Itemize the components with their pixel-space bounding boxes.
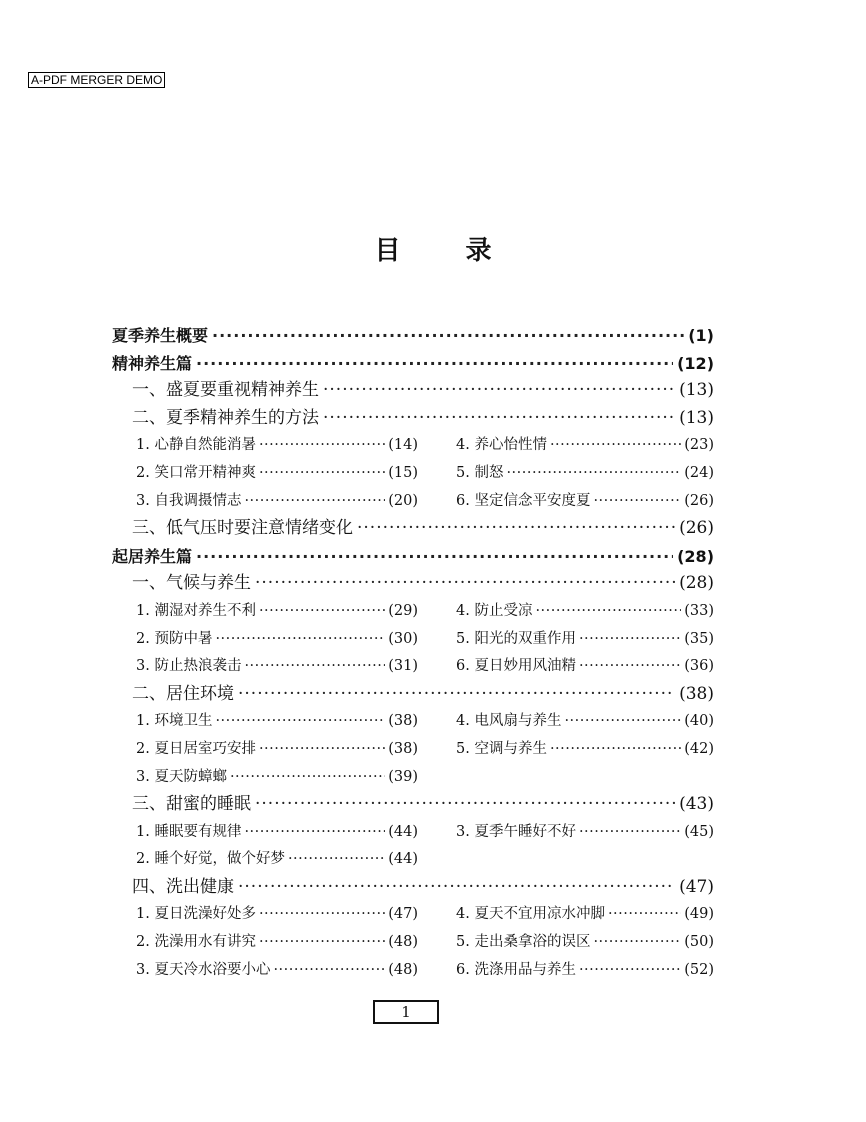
toc-item-title: 1. 潮湿对养生不利 [136, 602, 256, 619]
leader-dots [579, 957, 681, 985]
toc-item[interactable] [112, 432, 456, 460]
leader-dots [259, 432, 385, 460]
toc-entry-title: 起居养生篇 [112, 546, 193, 566]
toc-item[interactable] [112, 708, 456, 736]
toc-item-title: 4. 夏天不宜用凉水冲脚 [456, 906, 605, 923]
leader-dots [608, 901, 681, 929]
toc-item-title: 2. 笑口常开精神爽 [136, 464, 256, 481]
leader-dots [259, 901, 385, 929]
toc-item-title: 1. 心静自然能消暑 [136, 437, 256, 454]
toc-item[interactable] [456, 929, 714, 957]
leader-dots [506, 460, 681, 488]
leader-dots [273, 957, 385, 985]
toc-item[interactable] [112, 846, 456, 874]
toc-item-pair [112, 708, 714, 736]
leader-dots [196, 543, 673, 571]
leader-dots [212, 322, 684, 350]
leader-dots [550, 432, 681, 460]
toc-entry-page: (38) [679, 683, 714, 704]
leader-dots [579, 653, 681, 681]
page-title: 目 录 [374, 236, 520, 266]
toc-item-page: (30) [388, 630, 418, 647]
toc-item[interactable] [112, 819, 456, 847]
toc-item[interactable] [112, 488, 456, 516]
toc-item-page: (33) [684, 602, 714, 619]
toc-item[interactable] [456, 653, 714, 681]
toc-item-title: 3. 夏天冷水浴要小心 [136, 961, 271, 978]
leader-dots [323, 405, 675, 433]
toc-item-pair [112, 488, 714, 516]
leader-dots [535, 598, 681, 626]
toc-item-page: (31) [388, 658, 418, 675]
toc-entry-page: (26) [679, 518, 714, 539]
leader-dots [259, 598, 385, 626]
toc-item-page: (15) [388, 464, 418, 481]
toc-entry-page: (13) [679, 407, 714, 428]
toc-item-title: 2. 夏日居室巧安排 [136, 740, 256, 757]
toc-entry-page: (28) [677, 546, 714, 566]
leader-dots [579, 626, 681, 654]
toc-item-page: (40) [684, 713, 714, 730]
toc-item-title: 5. 阳光的双重作用 [456, 630, 576, 647]
toc-section-living-3[interactable] [112, 791, 714, 819]
toc-item-page: (20) [388, 492, 418, 509]
toc-entry-page: (43) [679, 794, 714, 815]
toc-item-pair [112, 819, 714, 847]
toc-item[interactable] [456, 432, 714, 460]
leader-dots [550, 736, 681, 764]
toc-item-page: (24) [684, 464, 714, 481]
toc-item-pair [112, 432, 714, 460]
toc-item[interactable] [112, 653, 456, 681]
toc-item[interactable] [456, 901, 714, 929]
toc-section-living-4[interactable] [112, 874, 714, 902]
toc-entry-title: 三、低气压时要注意情绪变化 [132, 518, 353, 539]
toc-item-page: (52) [684, 961, 714, 978]
toc-item[interactable] [456, 626, 714, 654]
leader-dots [255, 791, 675, 819]
toc-item[interactable] [112, 736, 456, 764]
toc-item-title: 4. 防止受凉 [456, 602, 533, 619]
toc-part-summer-overview[interactable] [112, 322, 714, 350]
toc-entry-title: 夏季养生概要 [112, 326, 209, 345]
toc-part-living[interactable] [112, 543, 714, 571]
toc-entry-title: 四、洗出健康 [132, 876, 234, 897]
leader-dots [244, 819, 385, 847]
toc-item-title: 3. 防止热浪袭击 [136, 658, 242, 675]
toc-entry-page: (1) [688, 326, 714, 345]
toc-item-title: 5. 制怒 [456, 464, 504, 481]
toc-item-pair [112, 901, 714, 929]
toc-item-title: 5. 空调与养生 [456, 740, 547, 757]
watermark-label: A-PDF MERGER DEMO [28, 72, 165, 88]
toc-item-page: (23) [684, 437, 714, 454]
toc-entry-title: 三、甜蜜的睡眠 [132, 794, 251, 815]
toc-section-mental-2[interactable] [112, 405, 714, 433]
leader-dots [215, 626, 385, 654]
toc-item-pair [112, 626, 714, 654]
toc-item[interactable] [112, 598, 456, 626]
leader-dots [215, 708, 385, 736]
toc-section-living-1[interactable] [112, 570, 714, 598]
toc-item-title: 1. 睡眠要有规律 [136, 823, 242, 840]
toc-item-pair [112, 653, 714, 681]
toc-item-page: (47) [388, 906, 418, 923]
toc-item-title: 5. 走出桑拿浴的误区 [456, 934, 591, 951]
leader-dots [196, 350, 673, 378]
toc-item[interactable] [112, 764, 456, 792]
toc-entry-title: 二、居住环境 [132, 683, 234, 704]
toc-item-title: 3. 自我调摄情志 [136, 492, 242, 509]
toc-item-page: (29) [388, 602, 418, 619]
toc-item[interactable] [456, 708, 714, 736]
toc-item[interactable] [112, 957, 456, 985]
leader-dots [323, 377, 675, 405]
toc-item-title: 2. 睡个好觉，做个好梦 [136, 851, 285, 868]
toc-item-page: (42) [684, 740, 714, 757]
leader-dots [259, 460, 385, 488]
toc-item-title: 3. 夏天防蟑螂 [136, 768, 227, 785]
page-number: 1 [373, 1000, 439, 1024]
leader-dots [259, 736, 385, 764]
leader-dots [357, 515, 675, 543]
toc-item[interactable] [112, 460, 456, 488]
toc-item-page: (45) [684, 823, 714, 840]
leader-dots [244, 653, 385, 681]
toc-item-title: 2. 预防中暑 [136, 630, 213, 647]
toc-item[interactable] [456, 598, 714, 626]
leader-dots [238, 874, 675, 902]
toc-section-mental-3[interactable] [112, 515, 714, 543]
toc-item-title: 1. 夏日洗澡好处多 [136, 906, 256, 923]
leader-dots [593, 488, 681, 516]
toc-entry-title: 一、气候与养生 [132, 573, 251, 594]
toc-item-pair [112, 598, 714, 626]
toc-item[interactable] [112, 901, 456, 929]
toc-item-page: (38) [388, 713, 418, 730]
toc-item-page: (48) [388, 934, 418, 951]
toc-item-page: (26) [684, 492, 714, 509]
toc-item[interactable] [112, 626, 456, 654]
leader-dots [564, 708, 681, 736]
toc-item[interactable] [456, 460, 714, 488]
toc-item-title: 4. 养心怡性情 [456, 437, 547, 454]
table-of-contents [112, 322, 714, 984]
toc-item-pair [112, 460, 714, 488]
toc-item-page: (50) [684, 934, 714, 951]
toc-part-mental[interactable] [112, 350, 714, 378]
toc-item-pair [112, 764, 714, 792]
toc-item-title: 3. 夏季午睡好不好 [456, 823, 576, 840]
toc-item-title: 1. 环境卫生 [136, 713, 213, 730]
toc-item-title: 4. 电风扇与养生 [456, 713, 562, 730]
toc-item-pair [112, 957, 714, 985]
leader-dots [288, 846, 385, 874]
toc-entry-page: (12) [677, 353, 714, 373]
toc-entry-title: 一、盛夏要重视精神养生 [132, 380, 319, 401]
toc-item-title: 2. 洗澡用水有讲究 [136, 934, 256, 951]
toc-item[interactable] [456, 736, 714, 764]
toc-item-page: (36) [684, 658, 714, 675]
leader-dots [579, 819, 681, 847]
toc-item[interactable] [112, 929, 456, 957]
toc-section-living-2[interactable] [112, 681, 714, 709]
toc-item-page: (48) [388, 961, 418, 978]
toc-entry-title: 精神养生篇 [112, 353, 193, 373]
toc-item-title: 6. 坚定信念平安度夏 [456, 492, 591, 509]
leader-dots [255, 570, 675, 598]
leader-dots [238, 681, 675, 709]
leader-dots [244, 488, 385, 516]
toc-item[interactable] [456, 819, 714, 847]
toc-item-page: (35) [684, 630, 714, 647]
leader-dots [593, 929, 681, 957]
toc-item[interactable] [456, 957, 714, 985]
toc-item-page: (14) [388, 437, 418, 454]
toc-item-pair [112, 736, 714, 764]
toc-item-page: (44) [388, 823, 418, 840]
toc-item-pair [112, 929, 714, 957]
toc-item-page: (38) [388, 740, 418, 757]
toc-item-pair [112, 846, 714, 874]
toc-item-page: (39) [388, 768, 418, 785]
toc-entry-page: (13) [679, 380, 714, 401]
toc-item[interactable] [456, 488, 714, 516]
toc-item-title: 6. 夏日妙用风油精 [456, 658, 576, 675]
leader-dots [259, 929, 385, 957]
toc-item-page: (49) [684, 906, 714, 923]
toc-entry-page: (47) [679, 876, 714, 897]
toc-entry-title: 二、夏季精神养生的方法 [132, 407, 319, 428]
toc-section-mental-1[interactable] [112, 377, 714, 405]
toc-item-page: (44) [388, 851, 418, 868]
leader-dots [230, 764, 385, 792]
toc-item-title: 6. 洗涤用品与养生 [456, 961, 576, 978]
toc-entry-page: (28) [679, 573, 714, 594]
